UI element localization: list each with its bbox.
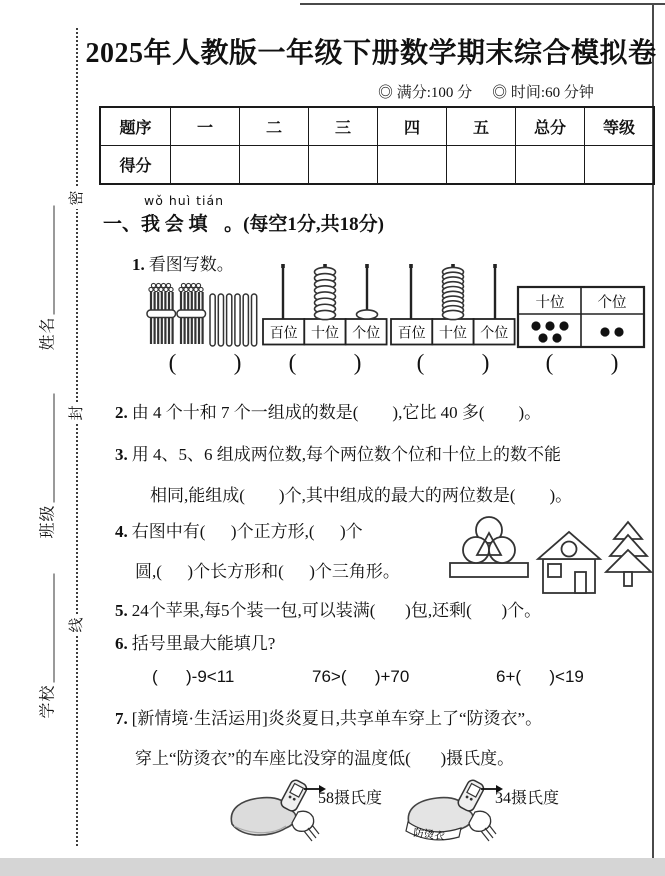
- score-empty-cell-6: [515, 145, 584, 183]
- exam-info: [378, 81, 594, 102]
- question-5-text: 24个苹果,每5个装一包,可以装满( )包,还剩( )个。: [131, 601, 542, 620]
- class-blank-line: [54, 394, 55, 503]
- thermometer-icon: [279, 778, 308, 812]
- section-1-heading: [103, 193, 384, 236]
- abacus-ones-label: 个位: [352, 326, 381, 342]
- dots-ones-label: 个位: [597, 295, 627, 311]
- question-3-line2: [150, 481, 572, 506]
- question-3-number: 3.: [115, 445, 128, 464]
- section-number: 一、: [103, 214, 142, 235]
- seal-dotted-line: [76, 28, 78, 846]
- question-6-text: 括号里最大能填几?: [131, 634, 276, 653]
- seal-char-mi: 密: [67, 187, 87, 209]
- abacus-hundreds-label: 百位: [397, 326, 426, 342]
- q6-expression-2: 76>( )+70: [312, 667, 410, 686]
- temperature-label-2: 34摄氏度: [495, 790, 560, 807]
- bike-seat-with-cover-image: [403, 776, 505, 854]
- dots-tens-label: 十位: [535, 295, 565, 311]
- score-empty-cell-1: [170, 145, 239, 183]
- question-7-number: 7.: [115, 709, 128, 728]
- question-1-number: 1.: [132, 255, 145, 274]
- abacus-image-2: [390, 264, 516, 346]
- place-value-dots-table: [517, 286, 645, 348]
- temperature-label-1: 58摄氏度: [318, 790, 383, 807]
- score-table-header-3: 三: [308, 108, 377, 145]
- bike-seat-no-cover-image: [226, 776, 328, 854]
- seal-char-feng: 封: [67, 402, 87, 424]
- school-field: [36, 574, 58, 719]
- school-label: 学校: [39, 684, 57, 719]
- section-title: 我 会 填: [141, 214, 208, 235]
- score-table-header-5: 五: [446, 108, 515, 145]
- question-6-number: 6.: [115, 634, 128, 653]
- counting-sticks-image: [146, 282, 261, 350]
- section-score-note: 。(每空1分,共18分): [224, 214, 385, 235]
- question-3-text2: 相同,能组成( )个,其中组成的最大的两位数是( )。: [150, 486, 573, 505]
- question-1-text: 看图写数。: [148, 255, 234, 274]
- question-7-line1: [115, 704, 542, 729]
- score-table-header-6: 总分: [515, 108, 584, 145]
- question-5: [115, 596, 541, 621]
- score-empty-cell-4: [377, 145, 446, 183]
- shapes-image: [448, 511, 655, 596]
- score-table-header-4: 四: [377, 108, 446, 145]
- question-3-line1: [115, 440, 561, 465]
- q6-expression-1: ( )-9<11: [152, 667, 235, 686]
- abacus-hundreds-label: 百位: [269, 326, 298, 342]
- class-label: 班级: [39, 504, 57, 539]
- question-7-line2: [135, 744, 514, 769]
- score-empty-cell-5: [446, 145, 515, 183]
- circles-on-stand-figure: [450, 517, 528, 577]
- question-2-text: 由 4 个十和 7 个一组成的数是( ),它比 40 多( )。: [131, 403, 542, 422]
- question-4-line1: [115, 517, 363, 542]
- question-6: [115, 629, 275, 654]
- score-empty-cell-2: [239, 145, 308, 183]
- name-blank-line: [54, 206, 55, 315]
- time-info: ◎ 时间:60 分钟: [492, 85, 594, 101]
- question-4-text1: 右图中有( )个正方形,( )个: [131, 522, 363, 541]
- question-3-text1: 用 4、5、6 组成两位数,每个两位数个位和十位上的数不能: [131, 445, 561, 464]
- question-2: [115, 398, 541, 423]
- question-4-number: 4.: [115, 522, 128, 541]
- question-2-number: 2.: [115, 403, 128, 422]
- name-label: 姓名: [39, 316, 57, 351]
- cover-text: 防烫衣: [412, 828, 446, 843]
- question-7-text1: [新情境·生活运用]炎炎夏日,共享单车穿上了“防烫衣”。: [131, 709, 543, 728]
- question-4-line2: [135, 557, 400, 582]
- school-blank-line: [54, 574, 55, 683]
- abacus-image-1: [262, 264, 388, 346]
- tree-figure: [606, 522, 651, 586]
- class-field: [36, 394, 58, 539]
- abacus-tens-label: 十位: [311, 326, 339, 342]
- score-label-cell: 得分: [101, 145, 170, 183]
- question-1: [132, 250, 234, 275]
- answer-paren-abacus2: ( ): [416, 350, 490, 375]
- name-field: [36, 206, 58, 351]
- full-score-info: ◎ 满分:100 分: [378, 85, 473, 101]
- question-4-text2: 圆,( )个长方形和( )个三角形。: [135, 562, 400, 581]
- page-title: 2025年人教版一年级下册数学期末综合模拟卷: [85, 38, 657, 69]
- house-figure: [538, 532, 600, 593]
- scan-edge-strip: [0, 858, 665, 876]
- answer-paren-sticks: ( ): [168, 350, 242, 375]
- pinyin-annotation: wǒ huì tián: [144, 193, 225, 208]
- page-top-border: [300, 3, 665, 5]
- abacus-ones-label: 个位: [480, 326, 509, 342]
- abacus-tens-label: 十位: [439, 326, 467, 342]
- question-5-number: 5.: [115, 601, 128, 620]
- q6-expression-3: 6+( )<19: [496, 667, 584, 686]
- answer-paren-dots: ( ): [545, 350, 619, 375]
- score-table: [99, 106, 655, 185]
- score-empty-cell-3: [308, 145, 377, 183]
- score-table-header-0: 题序: [119, 120, 152, 137]
- score-table-header-1: 一: [170, 108, 239, 145]
- seal-char-xian: 线: [67, 614, 87, 636]
- answer-paren-abacus1: ( ): [288, 350, 362, 375]
- question-7-text2: 穿上“防烫衣”的车座比没穿的温度低( )摄氏度。: [135, 749, 515, 768]
- score-table-header-7: 等级: [584, 108, 653, 145]
- thermometer-icon: [456, 778, 485, 812]
- score-empty-cell-7: [584, 145, 653, 183]
- score-table-header-2: 二: [239, 108, 308, 145]
